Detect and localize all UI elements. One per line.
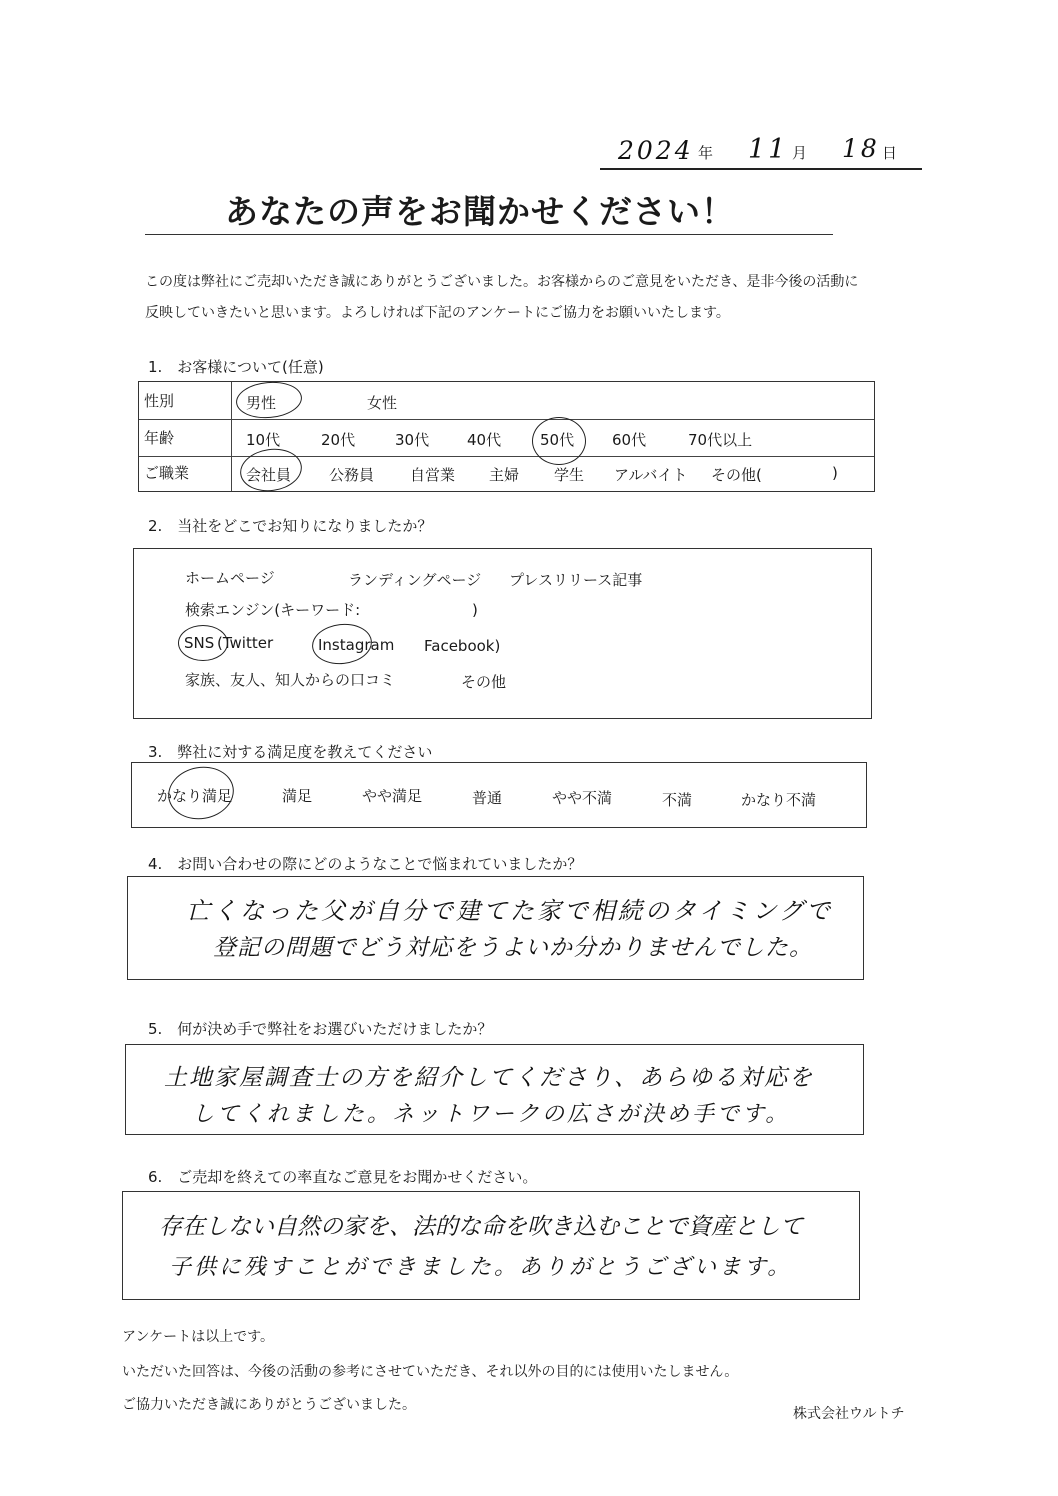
job-option-self-employed[interactable]: 自営業: [410, 466, 456, 484]
age-option-50s[interactable]: 50代: [540, 431, 575, 449]
age-row: [139, 419, 874, 457]
age-option-30s[interactable]: 30代: [395, 431, 430, 449]
q4-answer-line-2: 登記の問題でどう対応をうよいか分かりませんでした。: [213, 935, 813, 961]
job-option-civil-servant[interactable]: 公務員: [329, 466, 375, 484]
source-word-of-mouth[interactable]: 家族、友人、知人からの口コミ: [185, 671, 396, 689]
source-twitter[interactable]: (Twitter: [217, 634, 274, 652]
job-option-student[interactable]: 学生: [554, 466, 585, 484]
q2-heading: 2. 当社をどこでお知りになりましたか？: [148, 517, 433, 535]
date-month: 11: [748, 134, 789, 165]
gender-label: 性別: [144, 392, 175, 410]
q5-heading: 5. 何が決め手で弊社をお選びいただけましたか？: [148, 1020, 493, 1038]
age-label: 年齢: [144, 429, 175, 447]
q4-answer-box[interactable]: [127, 876, 864, 980]
age-option-60s[interactable]: 60代: [612, 431, 647, 449]
footer-line-1: アンケートは以上です。: [122, 1329, 275, 1345]
gender-option-male[interactable]: 男性: [246, 394, 277, 412]
q5-answer-line-1: 土地家屋調査士の方を紹介してくださり、あらゆる対応を: [164, 1065, 814, 1091]
date-underline: [600, 168, 922, 170]
job-option-homemaker[interactable]: 主婦: [489, 466, 520, 484]
source-search-engine[interactable]: 検索エンジン(キーワード:: [185, 601, 361, 619]
age-option-40s[interactable]: 40代: [467, 431, 502, 449]
footer-line-3: ご協力いただき誠にありがとうございました。: [122, 1397, 416, 1413]
title-underline: [145, 234, 833, 235]
satisfaction-neutral[interactable]: 普通: [472, 789, 503, 807]
q4-heading: 4. お問い合わせの際にどのようなことで悩まれていましたか？: [148, 855, 583, 873]
satisfaction-box: [131, 762, 867, 828]
source-landing-page[interactable]: ランディングページ: [348, 571, 482, 589]
job-option-employee[interactable]: 会社員: [246, 466, 292, 484]
sns-circle: [178, 625, 228, 661]
footer-line-2: いただいた回答は、今後の活動の参考にさせていただき、それ以外の目的には使用いたしません。: [122, 1364, 739, 1380]
intro-line-2: 反映していきたいと思います。よろしければ下記のアンケートにご協力をお願いいたします。: [145, 305, 730, 321]
satisfaction-satisfied[interactable]: 満足: [282, 787, 313, 805]
job-option-other-close: ): [832, 464, 838, 482]
q4-answer-line-1: 亡くなった父が自分で建てた家で相続のタイミングで: [186, 897, 834, 925]
date-day-label: 日: [882, 144, 898, 162]
satisfaction-very-satisfied[interactable]: かなり満足: [157, 787, 233, 805]
intro-line-1: この度は弊社にご売却いただき誠にありがとうございました。お客様からのご意見をいただき、是非今後の活動に: [145, 274, 859, 290]
satisfaction-dissatisfied[interactable]: 不満: [662, 791, 693, 809]
q6-heading: 6. ご売却を終えての率直なご意見をお聞かせください。: [148, 1168, 538, 1186]
date-month-label: 月: [792, 144, 808, 162]
source-search-close: ): [472, 601, 478, 619]
page-title: あなたの声をお聞かせください！: [225, 192, 735, 231]
satisfaction-somewhat-satisfied[interactable]: やや満足: [362, 787, 423, 805]
source-instagram[interactable]: Instagram: [318, 636, 395, 654]
source-facebook[interactable]: Facebook): [424, 637, 501, 655]
source-homepage[interactable]: ホームページ: [185, 569, 275, 587]
job-label: ご職業: [144, 464, 190, 482]
q6-answer-box[interactable]: [122, 1191, 860, 1300]
q1-heading: 1. お客様について(任意): [148, 358, 324, 376]
age-option-10s[interactable]: 10代: [246, 431, 281, 449]
source-press-release[interactable]: プレスリリース記事: [509, 571, 643, 589]
date-day: 18: [842, 134, 880, 163]
source-other[interactable]: その他: [461, 673, 507, 691]
satisfaction-very-dissatisfied[interactable]: かなり不満: [741, 791, 817, 809]
q5-answer-box[interactable]: [125, 1044, 864, 1135]
date-year-label: 年: [698, 144, 714, 162]
age-50s-circle: [532, 417, 586, 465]
job-option-part-time[interactable]: アルバイト: [614, 466, 688, 484]
q3-heading: 3. 弊社に対する満足度を教えてください: [148, 743, 433, 761]
q6-answer-line-1: 存在しない自然の家を、法的な命を吹き込むことで資産として: [159, 1214, 803, 1240]
source-sns[interactable]: SNS: [184, 634, 215, 652]
job-option-other[interactable]: その他(: [711, 466, 762, 484]
q6-answer-line-2: 子供に残すことができました。ありがとうございます。: [169, 1255, 793, 1280]
date-field: [610, 134, 910, 168]
satisfaction-somewhat-dissatisfied[interactable]: やや不満: [552, 789, 613, 807]
source-box: [133, 548, 872, 719]
date-year: 2024: [618, 136, 694, 165]
company-name: 株式会社ウルトチ: [793, 1406, 905, 1422]
age-option-20s[interactable]: 20代: [321, 431, 356, 449]
age-option-70plus[interactable]: 70代以上: [688, 431, 753, 449]
gender-option-female[interactable]: 女性: [367, 394, 398, 412]
q5-answer-line-2: してくれました。ネットワークの広さが決め手です。: [192, 1102, 791, 1127]
